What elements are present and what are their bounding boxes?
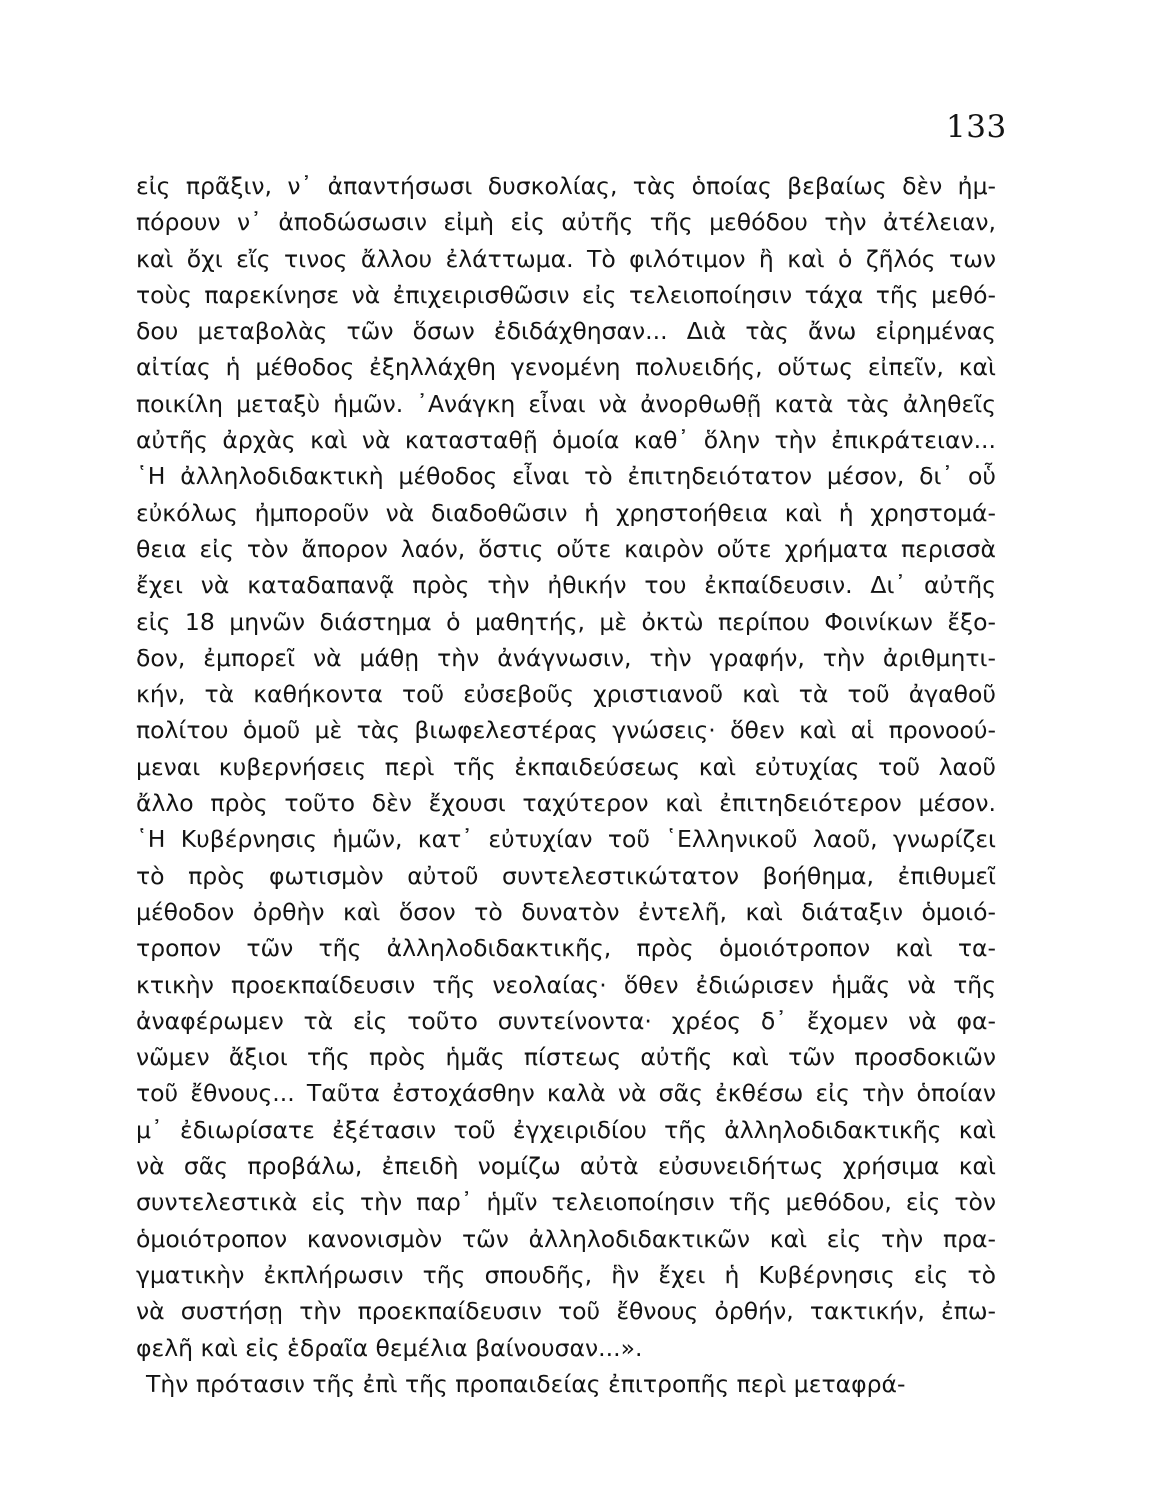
text-line: Τὴν πρότασιν τῆς ἐπὶ τῆς προπαιδείας ἐπιτροπῆς περὶ μεταφρά- [146, 1369, 906, 1398]
text-line: πολίτου ὁμοῦ μὲ τὰς βιωφελεστέρας γνώσεις· ὅθεν καὶ αἱ προνοού- [136, 716, 996, 745]
text-line: ῾Η Κυβέρνησις ἡμῶν, κατ᾿ εὐτυχίαν τοῦ ῾Ελληνικοῦ λαοῦ, γνωρίζει [136, 825, 996, 854]
text-line: ῾Η ἀλληλοδιδακτικὴ μέθοδος εἶναι τὸ ἐπιτηδειότατον μέσον, δι᾿ οὗ [136, 462, 996, 491]
text-line: νὰ σᾶς προβάλω, ἐπειδὴ νομίζω αὐτὰ εὐσυνειδήτως χρήσιμα καὶ [136, 1152, 996, 1181]
text-line: κτικὴν προεκπαίδευσιν τῆς νεολαίας· ὅθεν ἐδιώρισεν ἡμᾶς νὰ τῆς [136, 970, 996, 999]
text-line: εἰς 18 μηνῶν διάστημα ὁ μαθητής, μὲ ὀκτὼ περίπου Φοινίκων ἔξο- [136, 607, 996, 636]
text-line: θεια εἰς τὸν ἄπορον λαόν, ὅστις οὔτε καιρὸν οὔτε χρήματα περισσὰ [136, 534, 996, 563]
text-line: τὸ πρὸς φωτισμὸν αὐτοῦ συντελεστικώτατον βοήθημα, ἐπιθυμεῖ [136, 861, 996, 890]
text-line: καὶ ὄχι εἴς τινος ἄλλου ἐλάττωμα. Τὸ φιλότιμον ἢ καὶ ὁ ζῆλός των [136, 244, 996, 273]
text-line: πόρουν ν᾿ ἀποδώσωσιν εἰμὴ εἰς αὐτῆς τῆς μεθόδου τὴν ἀτέλειαν, [136, 208, 996, 237]
text-line: τοῦ ἔθνους... Ταῦτα ἐστοχάσθην καλὰ νὰ σᾶς ἐκθέσω εἰς τὴν ὁποίαν [136, 1079, 996, 1108]
text-line: μ᾿ ἐδιωρίσατε ἐξέτασιν τοῦ ἐγχειριδίου τῆς ἀλληλοδιδακτικῆς καὶ [136, 1115, 996, 1144]
text-line: νῶμεν ἄξιοι τῆς πρὸς ἡμᾶς πίστεως αὐτῆς καὶ τῶν προσδοκιῶν [136, 1043, 996, 1072]
text-line: δον, ἐμπορεῖ νὰ μάθῃ τὴν ἀνάγνωσιν, τὴν γραφήν, τὴν ἀριθμητι- [136, 643, 996, 672]
text-line: αὐτῆς ἀρχὰς καὶ νὰ κατασταθῇ ὁμοία καθ᾿ ὅλην τὴν ἐπικράτειαν... [136, 426, 996, 455]
text-line: νὰ συστήσῃ τὴν προεκπαίδευσιν τοῦ ἔθνους ὀρθήν, τακτικήν, ἐπω- [136, 1297, 996, 1326]
text-line: φελῆ καὶ εἰς ἑδραῖα θεμέλια βαίνουσαν...». [136, 1333, 643, 1362]
text-line: ἔχει νὰ καταδαπανᾷ πρὸς τὴν ἠθικήν του ἐκπαίδευσιν. Δι᾿ αὐτῆς [136, 571, 996, 600]
text-line: ἀναφέρωμεν τὰ εἰς τοῦτο συντείνοντα· χρέος δ᾿ ἔχομεν νὰ φα- [136, 1006, 996, 1035]
body-text [136, 168, 996, 1402]
text-line: ποικίλη μεταξὺ ἡμῶν. ᾿Ανάγκη εἶναι νὰ ἀνορθωθῇ κατὰ τὰς ἀληθεῖς [136, 389, 996, 418]
text-line: μέθοδον ὀρθὴν καὶ ὅσον τὸ δυνατὸν ἐντελῆ, καὶ διάταξιν ὁμοιό- [136, 897, 996, 926]
text-line: εὐκόλως ἠμποροῦν νὰ διαδοθῶσιν ἡ χρηστοήθεια καὶ ἡ χρηστομά- [136, 498, 996, 527]
text-line: συντελεστικὰ εἰς τὴν παρ᾿ ἡμῖν τελειοποίησιν τῆς μεθόδου, εἰς τὸν [136, 1188, 996, 1217]
text-line: κήν, τὰ καθήκοντα τοῦ εὐσεβοῦς χριστιανοῦ καὶ τὰ τοῦ ἀγαθοῦ [136, 680, 996, 709]
text-line: αἰτίας ἡ μέθοδος ἐξηλλάχθη γενομένη πολυειδής, οὕτως εἰπεῖν, καὶ [136, 353, 996, 382]
text-line: τοὺς παρεκίνησε νὰ ἐπιχειρισθῶσιν εἰς τελειοποίησιν τάχα τῆς μεθό- [136, 280, 996, 309]
text-line: ὁμοιότροπον κανονισμὸν τῶν ἀλληλοδιδακτικῶν καὶ εἰς τὴν πρα- [136, 1224, 996, 1253]
text-line: τροπον τῶν τῆς ἀλληλοδιδακτικῆς, πρὸς ὁμοιότροπον καὶ τα- [136, 934, 996, 963]
text-line: εἰς πρᾶξιν, ν᾿ ἀπαντήσωσι δυσκολίας, τὰς ὁποίας βεβαίως δὲν ἠμ- [136, 172, 996, 200]
text-line: ἄλλο πρὸς τοῦτο δὲν ἔχουσι ταχύτερον καὶ ἐπιτηδειότερον μέσον. [136, 789, 996, 818]
text-line: μεναι κυβερνήσεις περὶ τῆς ἐκπαιδεύσεως καὶ εὐτυχίας τοῦ λαοῦ [136, 752, 996, 781]
page-number: 133 [946, 109, 1007, 145]
text-line: δου μεταβολὰς τῶν ὅσων ἐδιδάχθησαν... Διὰ τὰς ἄνω εἰρημένας [136, 317, 996, 346]
text-line: γματικὴν ἐκπλήρωσιν τῆς σπουδῆς, ἣν ἔχει ἡ Κυβέρνησις εἰς τὸ [136, 1260, 996, 1289]
